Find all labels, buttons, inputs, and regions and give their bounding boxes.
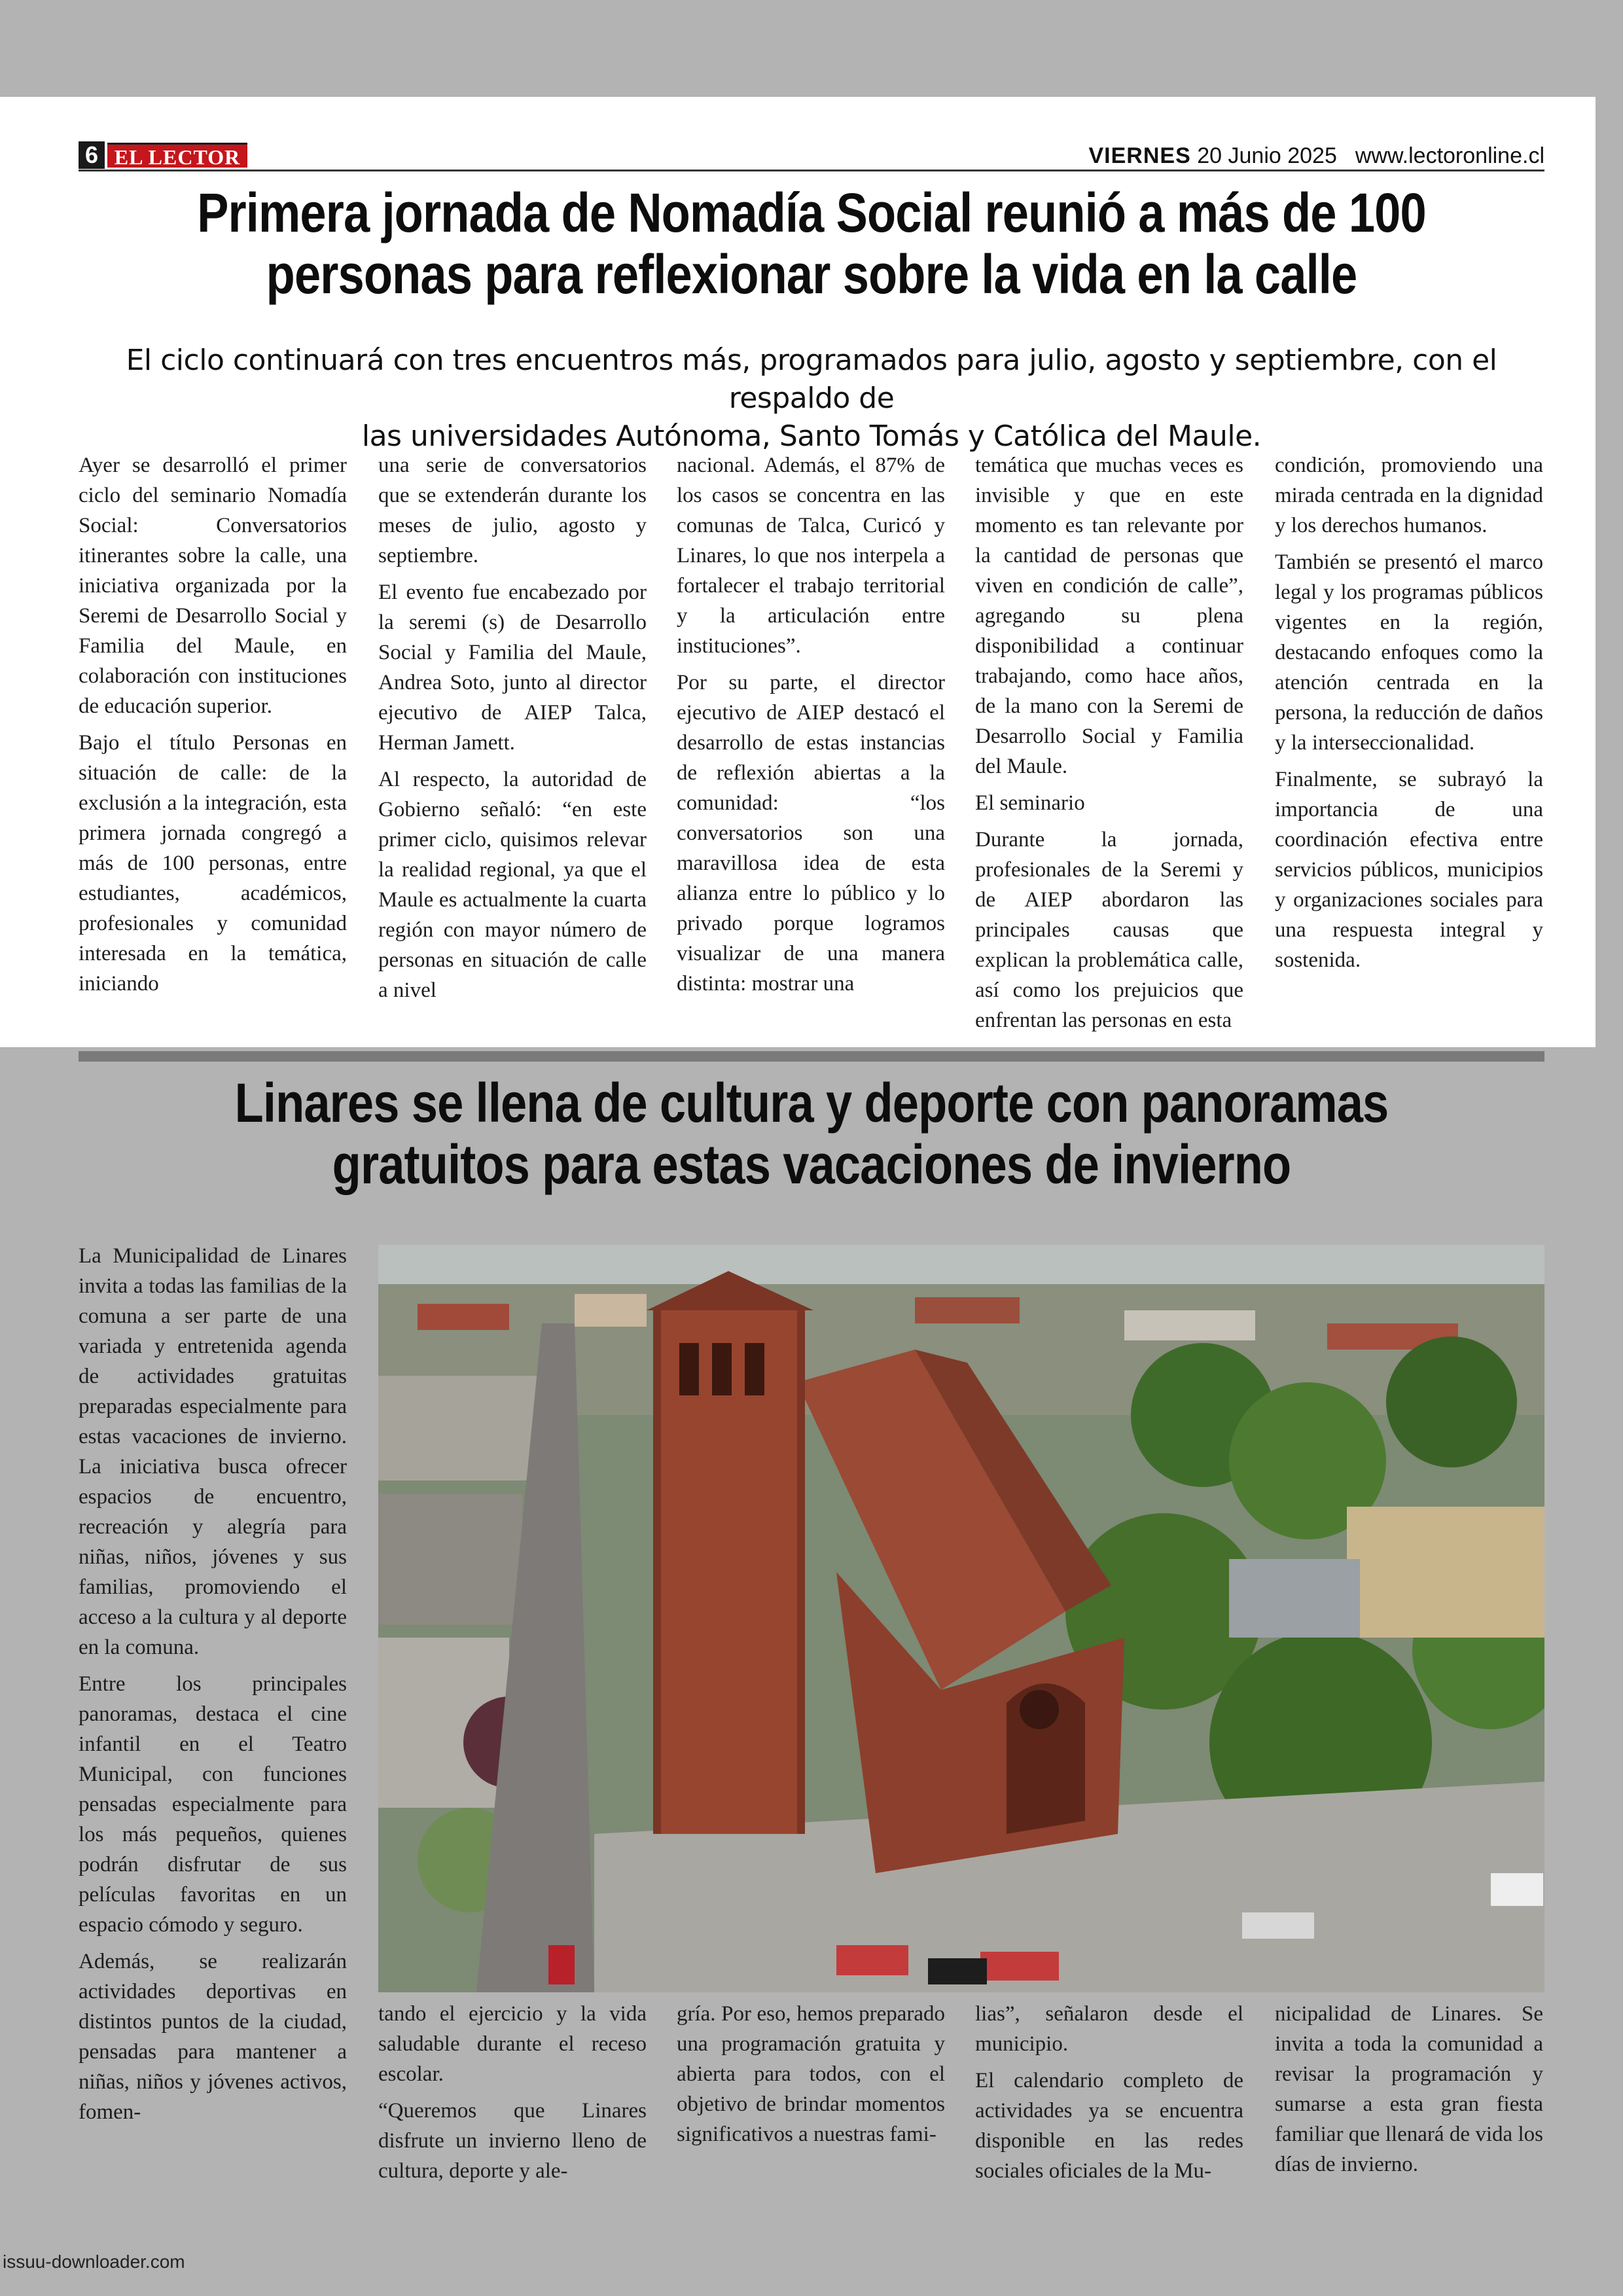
article1-headline [181, 182, 1442, 305]
article1-column-2 [378, 450, 647, 1012]
article1-column-1 [79, 450, 347, 1005]
article2-column-2 [378, 1999, 647, 2193]
dateline [1089, 143, 1545, 169]
article1-paragraph: nacional. Además, el 87% de los casos se concentra en las comunas de Talca, Curicó y Linares, lo que nos interpela a fortalecer el trabajo territorial y la articulación entre instituciones”. [677, 454, 945, 658]
article1-paragraph: condición, promoviendo una mirada centrada en la dignidad y los derechos humanos. [1275, 454, 1543, 537]
article2-paragraph: gría. Por eso, hemos preparado una programación gratuita y abierta para todos, con el objetivo de brindar momentos significativos a nuestras fami- [677, 2002, 945, 2146]
article2-column-3 [677, 1999, 945, 2156]
article1-paragraph: También se presentó el marco legal y los programas públicos vigentes en la región, destacando enfoques como la atención centrada en la persona, la reducción de daños y la interseccionalidad. [1275, 550, 1543, 755]
article2-column-1 [79, 1241, 347, 2134]
article2-headline-line2: gratuitos para estas vacaciones de invierno [332, 1134, 1291, 1195]
article1-paragraph: Bajo el título Personas en situación de calle: de la exclusión a la integración, esta primera jornada congregó a más de 100 personas, entre estudiantes, académicos, profesionales y comunidad interesada en la temática, iniciando [79, 731, 347, 996]
article1-paragraph: Finalmente, se subrayó la importancia de una coordinación efectiva entre servicios públicos, municipios y organizaciones sociales para una respuesta integral y sostenida. [1275, 768, 1543, 972]
article2-headline [181, 1072, 1442, 1195]
article1-subhead [79, 342, 1544, 456]
dateline-month-year: Junio 2025 [1228, 143, 1337, 168]
article1-paragraph: una serie de conversatorios que se extenderán durante los meses de julio, agosto y septiembre. [378, 454, 647, 567]
newspaper-logo: EL LECTOR [107, 143, 247, 168]
article2-paragraph: tando el ejercicio y la vida saludable durante el receso escolar. [378, 2002, 647, 2086]
article1-subhead-line1: El ciclo continuará con tres encuentros más, programados para julio, agosto y septiembre, con el respaldo de [126, 344, 1497, 415]
masthead [79, 140, 1544, 171]
article1-column-3 [677, 450, 945, 1005]
article1-paragraph: El evento fue encabezado por la seremi (s) de Desarrollo Social y Familia del Maule, Andrea Soto, junto al director ejecutivo de AIEP Talca, Herman Jamett. [378, 581, 647, 755]
article1-subhead-line2: las universidades Autónoma, Santo Tomás y Católica del Maule. [361, 420, 1262, 453]
article2-column-5 [1275, 1999, 1543, 2186]
dateline-website[interactable]: www.lectoronline.cl [1355, 143, 1544, 168]
article1-paragraph: Ayer se desarrolló el primer ciclo del seminario Nomadía Social: Conversatorios itinerantes sobre la calle, una iniciativa organizada por la Seremi de Desarrollo Social y Familia del Maule, en colaboración con instituciones de educación superior. [79, 454, 347, 718]
article2-paragraph: Además, se realizarán actividades deportivas en distintos puntos de la ciudad, pensadas para mantener a niñas, niños y jóvenes activos, fomen- [79, 1950, 347, 2124]
article1-paragraph: Durante la jornada, profesionales de la Seremi y de AIEP abordaron las principales causas que explican la problemática calle, así como los prejuicios que enfrentan las personas en esta [975, 828, 1243, 1032]
article2-paragraph: lias”, señalaron desde el municipio. [975, 2002, 1243, 2056]
aerial-photo-linares-church [378, 1245, 1544, 1992]
article2-column-4 [975, 1999, 1243, 2193]
article1-section-subheading: El seminario [975, 791, 1085, 815]
article2-headline-line1: Linares se llena de cultura y deporte con panoramas [234, 1072, 1389, 1134]
article1-paragraph: temática que muchas veces es invisible y que en este momento es tan relevante por la cantidad de personas que viven en condición de calle”, agregando su plena disponibilidad a continuar trabajando, como hace años, de la mano con la Seremi de Desarrollo Social y Familia del Maule. [975, 454, 1243, 778]
article2-paragraph: nicipalidad de Linares. Se invita a toda la comunidad a revisar la programación y sumarse a esta gran fiesta familiar que llenará de vida los días de invierno. [1275, 2002, 1543, 2176]
article1-paragraph: Al respecto, la autoridad de Gobierno señaló: “en este primer ciclo, quisimos relevar la realidad regional, ya que el Maule es actualmente la cuarta región con mayor número de personas en situación de calle a nivel [378, 768, 647, 1002]
article1-column-5 [1275, 450, 1543, 982]
article2-paragraph: La Municipalidad de Linares invita a todas las familias de la comuna a ser parte de una variada y entretenida agenda de actividades gratuitas preparadas especialmente para estas vacaciones de invierno. La iniciativa busca ofrecer espacios de encuentro, recreación y alegría para niñas, niños, jóvenes y sus familias, promoviendo el acceso a la cultura y al deporte en la comuna. [79, 1244, 347, 1659]
dateline-date-number: 20 [1197, 143, 1222, 168]
page-number: 6 [79, 141, 105, 169]
article1-paragraph: Por su parte, el director ejecutivo de AIEP destacó el desarrollo de estas instancias de reflexión abiertas a la comunidad: “los conversatorios son una maravillosa idea de esta alianza entre lo público y lo privado porque logramos visualizar de una manera distinta: mostrar una [677, 671, 945, 996]
article2-paragraph: El calendario completo de actividades ya se encuentra disponible en las redes sociales oficiales de la Mu- [975, 2069, 1243, 2183]
section-divider [79, 1051, 1544, 1062]
article2-paragraph: “Queremos que Linares disfrute un invierno lleno de cultura, deporte y ale- [378, 2099, 647, 2183]
article1-headline-line1: Primera jornada de Nomadía Social reunió a más de 100 [197, 182, 1426, 243]
article1-headline-line2: personas para reflexionar sobre la vida en la calle [266, 243, 1357, 305]
source-watermark: issuu-downloader.com [3, 2251, 185, 2272]
article2-paragraph: Entre los principales panoramas, destaca el cine infantil en el Teatro Municipal, con funciones pensadas especialmente para los más pequeños, quienes podrán disfrutar de sus películas favoritas en un espacio cómodo y seguro. [79, 1672, 347, 1937]
dateline-day: VIERNES [1088, 143, 1191, 168]
article1-column-4 [975, 450, 1243, 1042]
